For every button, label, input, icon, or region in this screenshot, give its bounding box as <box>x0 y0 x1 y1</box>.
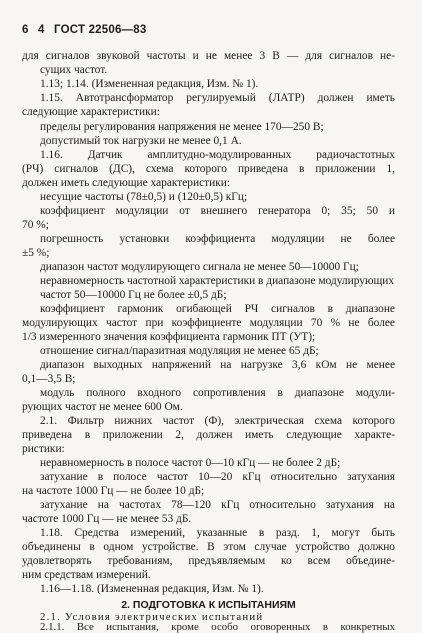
text-line: несущие частоты (78±0,5) и (120±0,5) кГц; <box>40 191 248 203</box>
text-line: объединены в одном устройстве. В этом случае устройство должно <box>22 541 395 553</box>
clause-1-15: 1.15. Автотрансформатор регулируемый (ЛАТР) должен иметь <box>40 92 395 104</box>
text-line: коэффициент модуляции от внешнего генератора 0; 35; 50 и <box>40 205 395 217</box>
text-line: допустимый ток нагрузки не менее 0,1 А. <box>40 135 242 147</box>
text-line: затухание на частотах 78—120 кГц относительно затухания на <box>40 499 395 511</box>
text-line: коэффициент гармоник огибающей РЧ сигналов в диапазоне <box>40 303 395 315</box>
text-line: рующих частот не менее 600 Ом. <box>22 401 183 413</box>
clause-1-18: 1.18. Средства измерений, указанные в разд. 1, могут быть <box>40 527 395 539</box>
clause-1-16: 1.16. Датчик амплитудно-модулированных радиочастотных <box>40 149 395 161</box>
text-line: диапазон выходных напряжений на нагрузке 3,6 кОм не менее <box>40 359 395 371</box>
text-line: 0,1—3,5 В; <box>22 373 76 385</box>
text-line: следующие характеристики: <box>22 106 160 118</box>
text-line: ним средствам измерений. <box>22 569 151 581</box>
amendment-note: 1.13; 1.14. (Измененная редакция, Изм. № 1). <box>40 78 259 90</box>
document-id: ГОСТ 22506—83 <box>54 24 147 36</box>
section-heading: 2. ПОДГОТОВКА К ИСПЫТАНИЯМ <box>121 599 296 611</box>
text-line: ристики: <box>22 443 65 455</box>
subsection-heading: 2.1. Условия электрических испытаний <box>40 611 264 623</box>
text-line: неравномерность частотной характеристики в диапазоне модулирующих частот 50—10000 Гц не более ±0,5 дБ; <box>40 275 395 301</box>
clause-2-1-1: 2.1.1. Все испытания, кроме особо оговоренных в конкретных <box>40 621 395 633</box>
text-line: сущих частот. <box>40 64 108 76</box>
text-line: диапазон частот модулирующего сигнала не менее 50—10000 Гц; <box>40 261 359 273</box>
text-line: 70 %; <box>22 219 49 231</box>
text-line: должен иметь следующие характеристики: <box>22 177 231 189</box>
text-line: для сигналов звуковой частоты и не менее 3 В — для сигналов не- <box>22 50 395 62</box>
text-line: пределы регулирования напряжения не менее 170—250 В; <box>40 121 324 133</box>
text-line: неравномерность в полосе частот 0—10 кГц — не более 2 дБ; <box>40 457 341 469</box>
text-line: приведена в приложении 2, должен иметь следующие характе- <box>22 429 395 441</box>
text-line: (РЧ) сигналов (ДС), схема которого приведена в приложении 1, <box>22 163 395 175</box>
text-line: модуль полного входного сопротивления в диапазоне модули- <box>40 387 395 399</box>
text-line: частоте 1000 Гц — не менее 53 дБ. <box>22 513 192 525</box>
text-line: затухание в полосе частот 10—20 кГц относительно затухания <box>40 471 395 483</box>
text-line: 1/3 измеренного значения коэффициента гармоник ПТ (УТ); <box>22 331 316 343</box>
page-header <box>22 24 152 36</box>
header-mark: 6 <box>22 24 29 36</box>
text-line: на частоте 1000 Гц — не более 10 дБ; <box>22 485 205 497</box>
text-line: погрешность установки коэффициента модуляции не более <box>40 233 395 245</box>
amendment-note: 1.16—1.18. (Измененная редакция, Изм. № 1). <box>40 583 264 595</box>
text-line: удовлетворять требованиям, предъявляемым ко всем объедине- <box>22 555 395 567</box>
text-line: ±5 %; <box>22 247 50 259</box>
clause-2-1: 2.1. Фильтр нижних частот (Ф), электрическая схема которого <box>40 415 395 427</box>
text-line: модулирующих частот при коэффициенте модуляции 70 % не более <box>22 317 395 329</box>
page-number: 4 <box>38 24 45 36</box>
text-line: отношение сигнал/паразитная модуляция не менее 65 дБ; <box>40 345 319 357</box>
